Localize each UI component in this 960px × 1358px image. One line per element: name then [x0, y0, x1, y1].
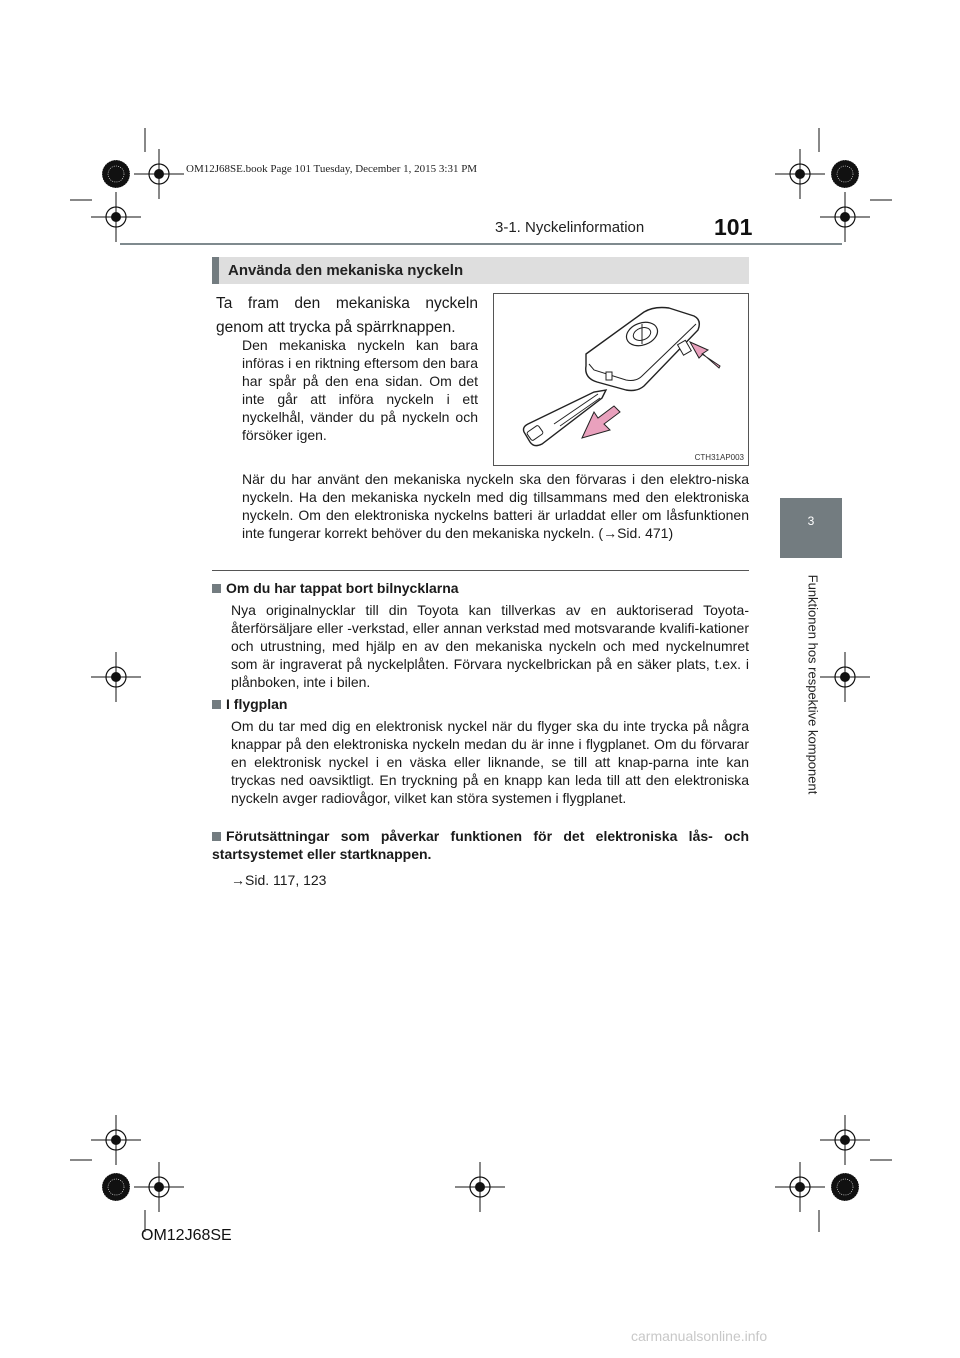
- topic-body: Om du tar med dig en elektronisk nyckel när du flyger ska du inte trycka på några knappar på den elektroniska nyckeln medan du är inne i flygplanet. Om du förvarar en elektronisk nyckel i en väska eller liknande, se till att knap-parna inte kan tryckas ned oavsiktligt. En tryckning på en knapp kan leda till att den elektroniska nyckeln avger radiovågor, vilket kan störa systemen i flygplanet.: [231, 718, 749, 806]
- topic-heading: Förutsättningar som påverkar funktionen för det elektroniska lås- och startsystemet eller startknappen.: [212, 828, 749, 862]
- header-rule: [120, 243, 842, 245]
- watermark: carmanualsonline.info: [631, 1328, 768, 1344]
- topic-heading: I flygplan: [212, 695, 749, 713]
- figure-code: CTH31AP003: [694, 453, 744, 462]
- note-text-1: Den mekaniska nyckeln kan bara införas i en riktning eftersom den bara har spår på den ena sidan. Om det inte går att införa nyckeln i ett nyckelhål, vänder du på nyckeln och försöker igen.: [242, 337, 478, 443]
- chapter-tab: [780, 498, 842, 558]
- square-bullet-icon: [212, 584, 221, 593]
- topic-conditions: [212, 827, 749, 889]
- topic-lost-keys: [212, 579, 749, 691]
- topic-body: →Sid. 117, 123: [231, 872, 327, 888]
- section-heading-marker: [212, 257, 219, 284]
- topic-airplane: [212, 695, 749, 807]
- section-heading: Använda den mekaniska nyckeln: [228, 262, 464, 279]
- topic-body: Nya originalnycklar till din Toyota kan tillverkas av en auktoriserad Toyota-återförsäljare eller -verkstad, eller annan verkstad med motsvarande kvalifi-kationer och utrustning, med hjälp en av den mekaniska nyckeln och med nyckelnumret som är ingraverat på nyckelplåten. Förvara nyckelbrickan på en säker plats, t.ex. i plånboken, inte i bilen.: [231, 602, 749, 690]
- section-title: 3-1. Nyckelinformation: [495, 219, 645, 236]
- section-divider: [212, 570, 749, 571]
- key-drawing: [494, 294, 748, 465]
- topic-heading: Om du har tappat bort bilnycklarna: [212, 579, 749, 597]
- lead-text: Ta fram den mekaniska nyckeln genom att trycka på spärrknappen.: [216, 295, 478, 336]
- document-code: OM12J68SE: [141, 1227, 232, 1244]
- book-header: OM12J68SE.book Page 101 Tuesday, December 1, 2015 3:31 PM: [186, 163, 478, 175]
- key-illustration: [493, 293, 749, 466]
- square-bullet-icon: [212, 832, 221, 841]
- page-number: 101: [714, 214, 753, 240]
- note-text-2: När du har använt den mekaniska nyckeln ska den förvaras i den elektro-niska nyckeln. Ha den mekaniska nyckeln med dig tillsammans med den elektroniska nyckeln. Om den elektroniska nyckelns batteri är urladdat eller om låsfunktionen inte fungerar korrekt behöver du den mekaniska nyckeln. (→Sid. 471): [242, 471, 749, 541]
- chapter-number: 3: [807, 514, 815, 528]
- square-bullet-icon: [212, 700, 221, 709]
- chapter-label: Funktionen hos respektive komponent: [805, 574, 821, 795]
